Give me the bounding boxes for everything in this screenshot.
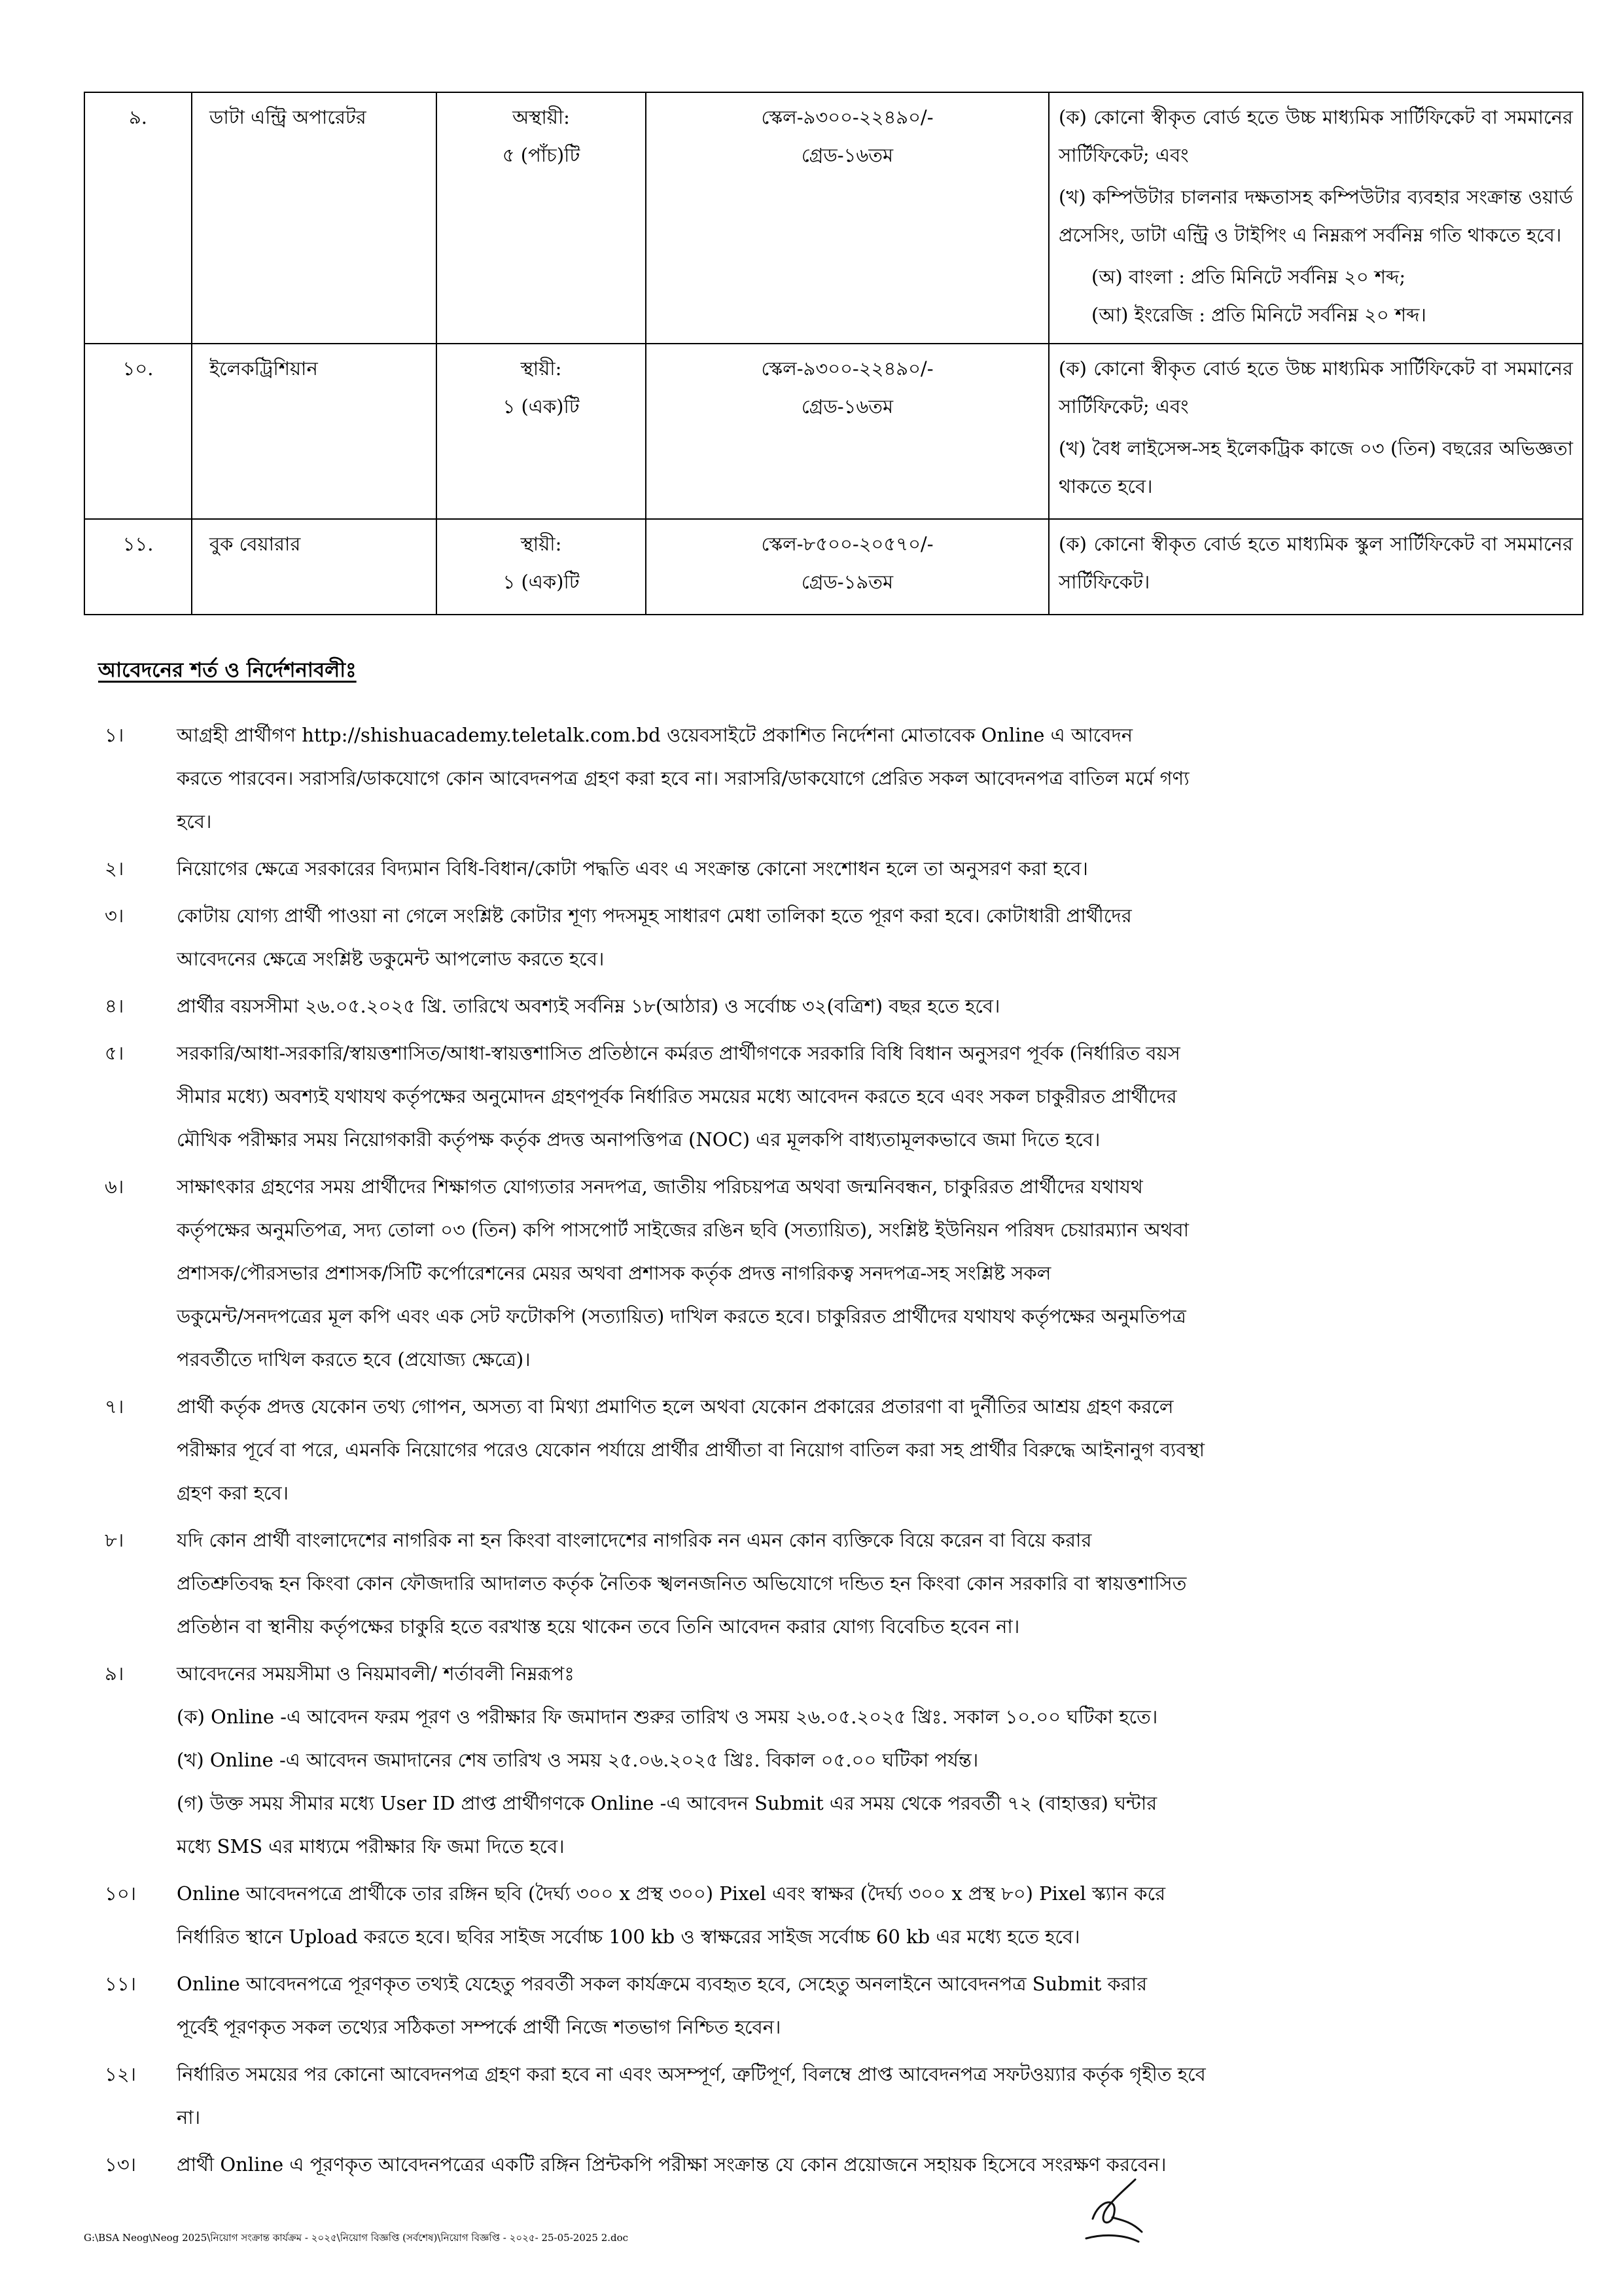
instruction-line: Online আবেদনপত্রে পূরণকৃত তথ্যই যেহেতু পরবর্তী সকল কার্যক্রমে ব্যবহৃত হবে, সেহেতু অনলাইনে আবেদনপত্র Submit করার bbox=[177, 1973, 1148, 1995]
table-row bbox=[84, 519, 1583, 615]
instruction-text bbox=[177, 847, 1536, 890]
instruction-line: সীমার মধ্যে) অবশ্যই যথাযথ কর্তৃপক্ষের অনুমোদন গ্রহণপূর্বক নির্ধারিত সময়ের মধ্যে আবেদন করতে হবে এবং সকল চাকুরীরত প্রার্থীদের bbox=[177, 1085, 1177, 1107]
instruction-number: ৩। bbox=[105, 905, 124, 927]
post-name-cell: ডাটা এন্ট্রি অপারেটর bbox=[192, 92, 436, 344]
instruction-text bbox=[177, 1518, 1536, 1648]
instruction-line: সরকারি/আধা-সরকারি/স্বায়ত্তশাসিত/আধা-স্বায়ত্তশাসিত প্রতিষ্ঠানে কর্মরত প্রার্থীগণকে সরকারি বিধি বিধান অনুসরণ পূর্বক (নির্ধারিত বয়স bbox=[177, 1042, 1180, 1064]
instruction-line: আবেদনের ক্ষেত্রে সংশ্লিষ্ট ডকুমেন্ট আপলোড করতে হবে। bbox=[177, 948, 605, 970]
instruction-line: আগ্রহী প্রার্থীগণ http://shishuacademy.teletalk.com.bd ওয়েবসাইটে প্রকাশিত নির্দেশনা মোতাবেক Online এ আবেদন bbox=[177, 724, 1133, 746]
requirements-cell bbox=[1049, 92, 1583, 344]
post-name-cell: বুক বেয়ারার bbox=[192, 519, 436, 615]
instruction-number: ১০। bbox=[105, 1882, 137, 1905]
instruction-number: ৬। bbox=[105, 1175, 124, 1198]
instruction-number: ১১। bbox=[105, 1973, 137, 1995]
instruction-text bbox=[177, 1165, 1536, 1381]
instruction-text bbox=[177, 894, 1536, 980]
instruction-number: ৯। bbox=[105, 1662, 124, 1685]
jobs-table bbox=[84, 92, 1583, 615]
instruction-line: যদি কোন প্রার্থী বাংলাদেশের নাগরিক না হন কিংবা বাংলাদেশের নাগরিক নন এমন কোন ব্যক্তিকে বিয়ে করেন বা বিয়ে করার bbox=[177, 1529, 1092, 1551]
pay-scale: স্কেল-৮৫০০-২০৫৭০/- bbox=[761, 533, 934, 555]
instruction-item bbox=[98, 894, 1536, 980]
footer-file-path: G:\BSA Neog\Neog 2025\নিয়োগ সংক্রান্ত কার্যক্রম - ২০২৫\নিয়োগ বিজ্ঞপ্তি (সর্বশেষ)\নিয়োগ বিজ্ঞপ্তি - ২০২৫- 25-05-2025 2.doc bbox=[84, 2232, 629, 2244]
serial-cell: ১১. bbox=[84, 519, 192, 615]
instruction-line: পরীক্ষার পূর্বে বা পরে, এমনকি নিয়োগের পরেও যেকোন পর্যায়ে প্রার্থীর প্রার্থীতা বা নিয়োগ বাতিল করা সহ প্রার্থীর বিরুদ্ধে আইনানুগ ব্যবস্থা bbox=[177, 1439, 1205, 1461]
instruction-line: পূর্বেই পূরণকৃত সকল তথ্যের সঠিকতা সম্পর্কে প্রার্থী নিজে শতভাগ নিশ্চিত হবেন। bbox=[177, 2016, 781, 2038]
requirements-cell bbox=[1049, 519, 1583, 615]
instruction-number: ২। bbox=[105, 857, 124, 880]
instruction-line: নির্ধারিত সময়ের পর কোনো আবেদনপত্র গ্রহণ করা হবে না এবং অসম্পূর্ণ, ত্রুটিপূর্ণ, বিলম্বে প্রাপ্ত আবেদনপত্র সফটওয়্যার কর্তৃক গৃহীত হবে bbox=[177, 2063, 1206, 2085]
instruction-line: হবে। bbox=[177, 810, 212, 833]
instruction-line: নিয়োগের ক্ষেত্রে সরকারের বিদ্যমান বিধি-বিধান/কোটা পদ্ধতি এবং এ সংক্রান্ত কোনো সংশোধন হলে তা অনুসরণ করা হবে। bbox=[177, 857, 1088, 880]
instruction-item bbox=[98, 1518, 1536, 1648]
pay-grade: গ্রেড-১৬তম bbox=[801, 144, 894, 166]
instruction-number: ১৩। bbox=[105, 2153, 137, 2176]
instruction-number: ১। bbox=[105, 724, 124, 746]
instruction-number: ৮। bbox=[105, 1529, 124, 1551]
section-heading: আবেদনের শর্ত ও নির্দেশনাবলীঃ bbox=[98, 658, 357, 682]
instruction-line: করতে পারবেন। সরাসরি/ডাকযোগে কোন আবেদনপত্র গ্রহণ করা হবে না। সরাসরি/ডাকযোগে প্রেরিত সকল আবেদনপত্র বাতিল মর্মে গণ্য bbox=[177, 767, 1190, 789]
instruction-line: নির্ধারিত স্থানে Upload করতে হবে। ছবির সাইজ সর্বোচ্চ 100 kb ও স্বাক্ষরের সাইজ সর্বোচ্চ 60 kb এর মধ্যে হতে হবে। bbox=[177, 1926, 1080, 1948]
requirement-b: (খ) বৈধ লাইসেন্স-সহ ইলেকট্রিক কাজে ০৩ (তিন) বছরের অভিজ্ঞতা থাকতে হবে। bbox=[1059, 437, 1573, 497]
post-count: ৫ (পাঁচ)টি bbox=[502, 144, 580, 166]
instruction-item bbox=[98, 2053, 1536, 2139]
serial-cell: ১০. bbox=[84, 344, 192, 519]
pay-scale-cell bbox=[646, 519, 1049, 615]
instruction-number: ৫। bbox=[105, 1042, 124, 1064]
instruction-text bbox=[177, 713, 1536, 843]
instruction-item bbox=[98, 1872, 1536, 1958]
post-count: ১ (এক)টি bbox=[503, 571, 580, 593]
table-row bbox=[84, 344, 1583, 519]
instruction-item bbox=[98, 713, 1536, 843]
requirement-b: (খ) কম্পিউটার চালনার দক্ষতাসহ কম্পিউটার ব্যবহার সংক্রান্ত ওয়ার্ড প্রসেসিং, ডাটা এন্ট্রি ও টাইপিং এ নিম্নরূপ সর্বনিম্ন গতি থাকতে হবে। bbox=[1059, 186, 1573, 246]
post-type: অস্থায়ী: bbox=[512, 106, 570, 128]
serial-cell: ৯. bbox=[84, 92, 192, 344]
instruction-line: মধ্যে SMS এর মাধ্যমে পরীক্ষার ফি জমা দিতে হবে। bbox=[177, 1835, 565, 1857]
instruction-item bbox=[98, 1031, 1536, 1161]
requirements-cell bbox=[1049, 344, 1583, 519]
post-count-cell bbox=[436, 344, 646, 519]
instruction-number: ৪। bbox=[105, 995, 124, 1017]
instruction-line: সাক্ষাৎকার গ্রহণের সময় প্রার্থীদের শিক্ষাগত যোগ্যতার সনদপত্র, জাতীয় পরিচয়পত্র অথবা জন্মনিবন্ধন, চাকুরিরত প্রার্থীদের যথাযথ bbox=[177, 1175, 1143, 1198]
post-type: স্থায়ী: bbox=[520, 533, 562, 555]
instruction-item bbox=[98, 1165, 1536, 1381]
pay-scale: স্কেল-৯৩০০-২২৪৯০/- bbox=[761, 357, 934, 380]
instruction-text bbox=[177, 1872, 1536, 1958]
instructions-list bbox=[98, 713, 1536, 2190]
instruction-line: প্রার্থী Online এ পূরণকৃত আবেদনপত্রের একটি রঙ্গিন প্রিন্টকপি পরীক্ষা সংক্রান্ত যে কোন প্রয়োজনে সহায়ক হিসেবে সংরক্ষণ করবেন। bbox=[177, 2153, 1167, 2176]
post-name-cell: ইলেকট্রিশিয়ান bbox=[192, 344, 436, 519]
instruction-number: ১২। bbox=[105, 2063, 137, 2085]
instruction-item bbox=[98, 1962, 1536, 2049]
signature bbox=[1073, 2160, 1152, 2245]
instruction-line: কর্তৃপক্ষের অনুমতিপত্র, সদ্য তোলা ০৩ (তিন) কপি পাসপোর্ট সাইজের রঙিন ছবি (সত্যায়িত), সংশ্লিষ্ট ইউনিয়ন পরিষদ চেয়ারম্যান অথবা bbox=[177, 1219, 1190, 1241]
instruction-number: ৭। bbox=[105, 1395, 124, 1418]
instruction-line: প্রার্থীর বয়সসীমা ২৬.০৫.২০২৫ খ্রি. তারিখে অবশ্যই সর্বনিম্ন ১৮(আঠার) ও সর্বোচ্চ ৩২(বত্রিশ) বছর হতে হবে। bbox=[177, 995, 1000, 1017]
requirement-b2: (আ) ইংরেজি : প্রতি মিনিটে সর্বনিম্ন ২০ শব্দ। bbox=[1091, 304, 1426, 326]
requirement-a: (ক) কোনো স্বীকৃত বোর্ড হতে মাধ্যমিক স্কুল সার্টিফিকেট বা সমমানের সার্টিফিকেট। bbox=[1059, 533, 1573, 593]
instruction-line: কোটায় যোগ্য প্রার্থী পাওয়া না গেলে সংশ্লিষ্ট কোটার শূণ্য পদসমূহ সাধারণ মেধা তালিকা হতে পূরণ করা হবে। কোটাধারী প্রার্থীদের bbox=[177, 905, 1132, 927]
requirement-b1: (অ) বাংলা : প্রতি মিনিটে সর্বনিম্ন ২০ শব্দ; bbox=[1091, 266, 1406, 288]
instruction-line: প্রার্থী কর্তৃক প্রদত্ত যেকোন তথ্য গোপন, অসত্য বা মিথ্যা প্রমাণিত হলে অথবা যেকোন প্রকারের প্রতারণা বা দুর্নীতির আশ্রয় গ্রহণ করলে bbox=[177, 1395, 1174, 1418]
post-count: ১ (এক)টি bbox=[503, 395, 580, 418]
instruction-line: প্রতিশ্রুতিবদ্ধ হন কিংবা কোন ফৌজদারি আদালত কর্তৃক নৈতিক স্খলনজনিত অভিযোগে দন্ডিত হন কিংবা কোন সরকারি বা স্বায়ত্তশাসিত bbox=[177, 1572, 1187, 1594]
instruction-text bbox=[177, 1962, 1536, 2049]
requirement-a: (ক) কোনো স্বীকৃত বোর্ড হতে উচ্চ মাধ্যমিক সার্টিফিকেট বা সমমানের সার্টিফিকেট; এবং bbox=[1059, 106, 1573, 166]
pay-scale: স্কেল-৯৩০০-২২৪৯০/- bbox=[761, 106, 934, 128]
instruction-line: Online আবেদনপত্রে প্রার্থীকে তার রঙ্গিন ছবি (দৈর্ঘ্য ৩০০ x প্রস্থ ৩০০) Pixel এবং স্বাক্ষর (দৈর্ঘ্য ৩০০ x প্রস্থ ৮০) Pixel স্ক্যান করে bbox=[177, 1882, 1166, 1905]
post-count-cell bbox=[436, 519, 646, 615]
pay-grade: গ্রেড-১৬তম bbox=[801, 395, 894, 418]
instruction-item bbox=[98, 1385, 1536, 1515]
instruction-text bbox=[177, 1031, 1536, 1161]
post-count-cell bbox=[436, 92, 646, 344]
instruction-line: (ক) Online -এ আবেদন ফরম পূরণ ও পরীক্ষার ফি জমাদান শুরুর তারিখ ও সময় ২৬.০৫.২০২৫ খ্রিঃ. সকাল ১০.০০ ঘটিকা হতে। bbox=[177, 1706, 1158, 1728]
instruction-text bbox=[177, 1652, 1536, 1868]
instruction-line: প্রশাসক/পৌরসভার প্রশাসক/সিটি কর্পোরেশনের মেয়র অথবা প্রশাসক কর্তৃক প্রদত্ত নাগরিকত্ব সনদপত্র-সহ সংশ্লিষ্ট সকল bbox=[177, 1262, 1051, 1284]
pay-scale-cell bbox=[646, 344, 1049, 519]
instruction-line: (গ) উক্ত সময় সীমার মধ্যে User ID প্রাপ্ত প্রার্থীগণকে Online -এ আবেদন Submit এর সময় থেকে পরবর্তী ৭২ (বাহাত্তর) ঘন্টার bbox=[177, 1792, 1157, 1814]
instruction-text bbox=[177, 2143, 1536, 2186]
instruction-line: মৌখিক পরীক্ষার সময় নিয়োগকারী কর্তৃপক্ষ কর্তৃক প্রদত্ত অনাপত্তিপত্র (NOC) এর মূলকপি বাধ্যতামূলকভাবে জমা দিতে হবে। bbox=[177, 1128, 1101, 1151]
instruction-line: প্রতিষ্ঠান বা স্থানীয় কর্তৃপক্ষের চাকুরি হতে বরখাস্ত হয়ে থাকেন তবে তিনি আবেদন করার যোগ্য বিবেচিত হবেন না। bbox=[177, 1615, 1020, 1638]
requirement-a: (ক) কোনো স্বীকৃত বোর্ড হতে উচ্চ মাধ্যমিক সার্টিফিকেট বা সমমানের সার্টিফিকেট; এবং bbox=[1059, 357, 1573, 418]
instruction-text bbox=[177, 1385, 1536, 1515]
post-type: স্থায়ী: bbox=[520, 357, 562, 380]
instruction-line: পরবর্তীতে দাখিল করতে হবে (প্রযোজ্য ক্ষেত্রে)। bbox=[177, 1348, 531, 1371]
pay-scale-cell bbox=[646, 92, 1049, 344]
pay-grade: গ্রেড-১৯তম bbox=[801, 571, 894, 593]
instruction-text bbox=[177, 984, 1536, 1028]
instruction-line: আবেদনের সময়সীমা ও নিয়মাবলী/ শর্তাবলী নিম্নরূপঃ bbox=[177, 1662, 574, 1685]
instruction-item bbox=[98, 847, 1536, 890]
instruction-line: ডকুমেন্ট/সনদপত্রের মূল কপি এবং এক সেট ফটোকপি (সত্যায়িত) দাখিল করতে হবে। চাকুরিরত প্রার্থীদের যথাযথ কর্তৃপক্ষের অনুমতিপত্র bbox=[177, 1305, 1186, 1327]
instruction-line: (খ) Online -এ আবেদন জমাদানের শেষ তারিখ ও সময় ২৫.০৬.২০২৫ খ্রিঃ. বিকাল ০৫.০০ ঘটিকা পর্যন্ত। bbox=[177, 1749, 979, 1771]
instruction-item bbox=[98, 1652, 1536, 1868]
instruction-text bbox=[177, 2053, 1536, 2139]
instruction-item bbox=[98, 984, 1536, 1028]
instruction-line: গ্রহণ করা হবে। bbox=[177, 1482, 289, 1504]
instruction-item bbox=[98, 2143, 1536, 2186]
table-row bbox=[84, 92, 1583, 344]
instruction-line: না। bbox=[177, 2106, 201, 2128]
